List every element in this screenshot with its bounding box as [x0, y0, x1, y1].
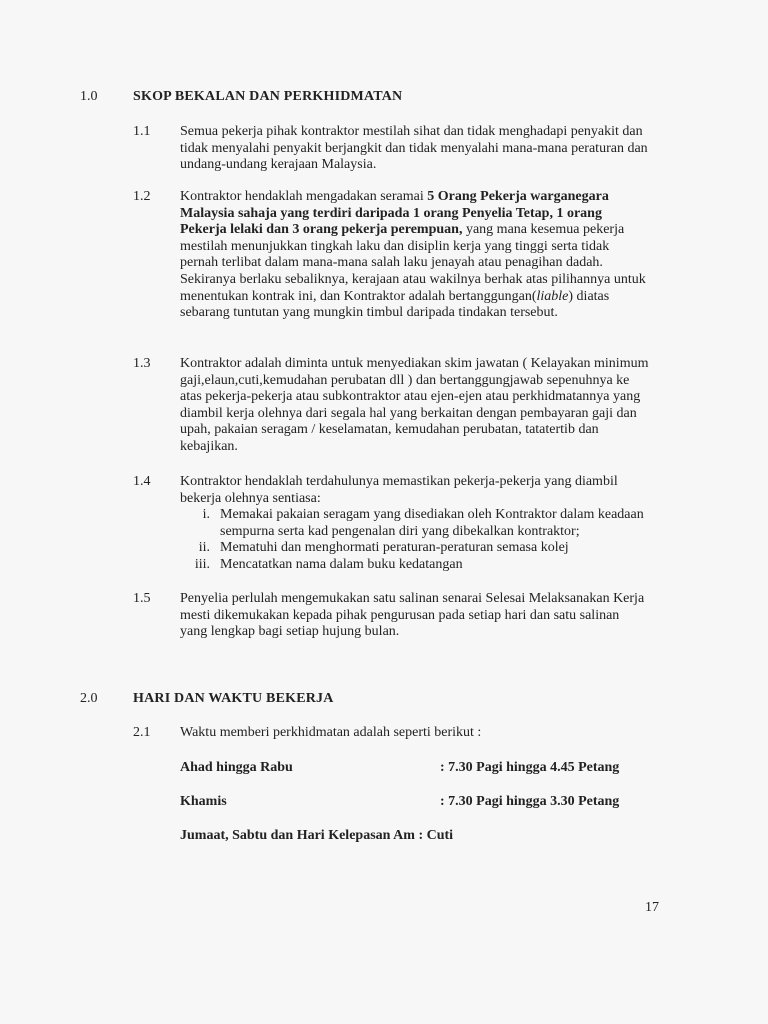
- section-title: SKOP BEKALAN DAN PERKHIDMATAN: [133, 89, 403, 104]
- list-numeral: i.: [202, 507, 210, 522]
- list-text: Mematuhi dan menghormati peraturan-peraturan semasa kolej: [220, 540, 569, 556]
- schedule-time: : 7.30 Pagi hingga 4.45 Petang: [440, 760, 620, 775]
- item-number: 1.1: [133, 124, 151, 139]
- item-text-italic: liable: [536, 288, 569, 304]
- list-item: [180, 540, 660, 557]
- schedule-day: Khamis: [180, 794, 227, 809]
- schedule-row-holiday: [180, 828, 453, 844]
- section-number: 1.0: [80, 89, 98, 104]
- item-text: Semua pekerja pihak kontraktor mestilah sihat dan tidak menghadapi penyakit dan tidak menyalahi penyakit berjangkit dan tidak menyalahi mana-mana peraturan dan undang-undang kerajaan Malaysia.: [180, 124, 648, 173]
- schedule-time: : Cuti: [418, 828, 454, 843]
- item-text-post2: ) diatas sebarang tuntutan yang mungkin timbul daripada tindakan tersebut.: [180, 288, 610, 321]
- list-numeral: iii.: [194, 556, 210, 572]
- section-number: 2.0: [80, 691, 98, 706]
- item-text: [180, 189, 650, 322]
- schedule-day: Ahad hingga Rabu: [180, 760, 293, 775]
- item-text-pre: Kontraktor hendaklah mengadakan seramai: [180, 189, 428, 204]
- item-number: 1.4: [133, 474, 151, 489]
- item-text: Kontraktor adalah diminta untuk menyediakan skim jawatan ( Kelayakan minimum gaji,elaun,cuti,kemudahan perubatan dll ) dan bertanggungjawab sepenuhnya ke atas pekerja-pekerja atau subkontraktor atau ejen-ejen atau perkhidmatannya yang diambil kerja olehnya dari segala hal yang berkaitan dengan pembayaran gaji dan upah, pakaian seragam / keselamatan, kemudahan perubatan, tatatertib dan kebajikan.: [180, 356, 649, 454]
- item-number: 1.5: [133, 591, 151, 606]
- item-number: 2.1: [133, 725, 151, 740]
- list-item: [180, 507, 660, 540]
- sub-list: [180, 507, 660, 573]
- item-text: Penyelia perlulah mengemukakan satu salinan senarai Selesai Melaksanakan Kerja mesti dikemukakan kepada pihak pengurusan pada setiap hari dan satu salinan yang lengkap bagi setiap hujung bulan.: [180, 591, 645, 640]
- schedule-time: : 7.30 Pagi hingga 3.30 Petang: [440, 794, 620, 809]
- item-number: 1.3: [133, 356, 151, 371]
- list-text: Memakai pakaian seragam yang disediakan oleh Kontraktor dalam keadaan sempurna serta kad pengenalan diri yang dibekalkan kontraktor;: [220, 507, 644, 539]
- item-number: 1.2: [133, 189, 151, 204]
- list-item: [180, 557, 660, 574]
- item-text-bold: 5 Orang Pekerja warganegara Malaysia sahaja yang terdiri daripada 1 orang Penyelia Tetap, 1 orang Pekerja lelaki dan 3 orang pekerja perempuan,: [180, 189, 609, 238]
- page-number: 17: [645, 900, 659, 915]
- item-text-post: yang mana kesemua pekerja mestilah menunjukkan tingkah laku dan disiplin kerja yang tinggi serta tidak pernah terlibat dalam mana-mana salah laku jenayah atau penagihan dadah. Sekiranya berlaku sebaliknya, kerajaan atau wakilnya berhak atas pilihannya untuk menentukan kontrak ini, dan Kontraktor adalah bertanggungan(: [180, 222, 646, 304]
- item-text: Kontraktor hendaklah terdahulunya memastikan pekerja-pekerja yang diambil bekerja olehnya sentiasa:: [180, 474, 618, 506]
- section-title: HARI DAN WAKTU BEKERJA: [133, 691, 334, 706]
- list-text: Mencatatkan nama dalam buku kedatangan: [220, 556, 463, 572]
- schedule-day: Jumaat, Sabtu dan Hari Kelepasan Am: [180, 828, 415, 843]
- item-text: Waktu memberi perkhidmatan adalah seperti berikut :: [180, 725, 482, 740]
- list-numeral: ii.: [198, 540, 210, 556]
